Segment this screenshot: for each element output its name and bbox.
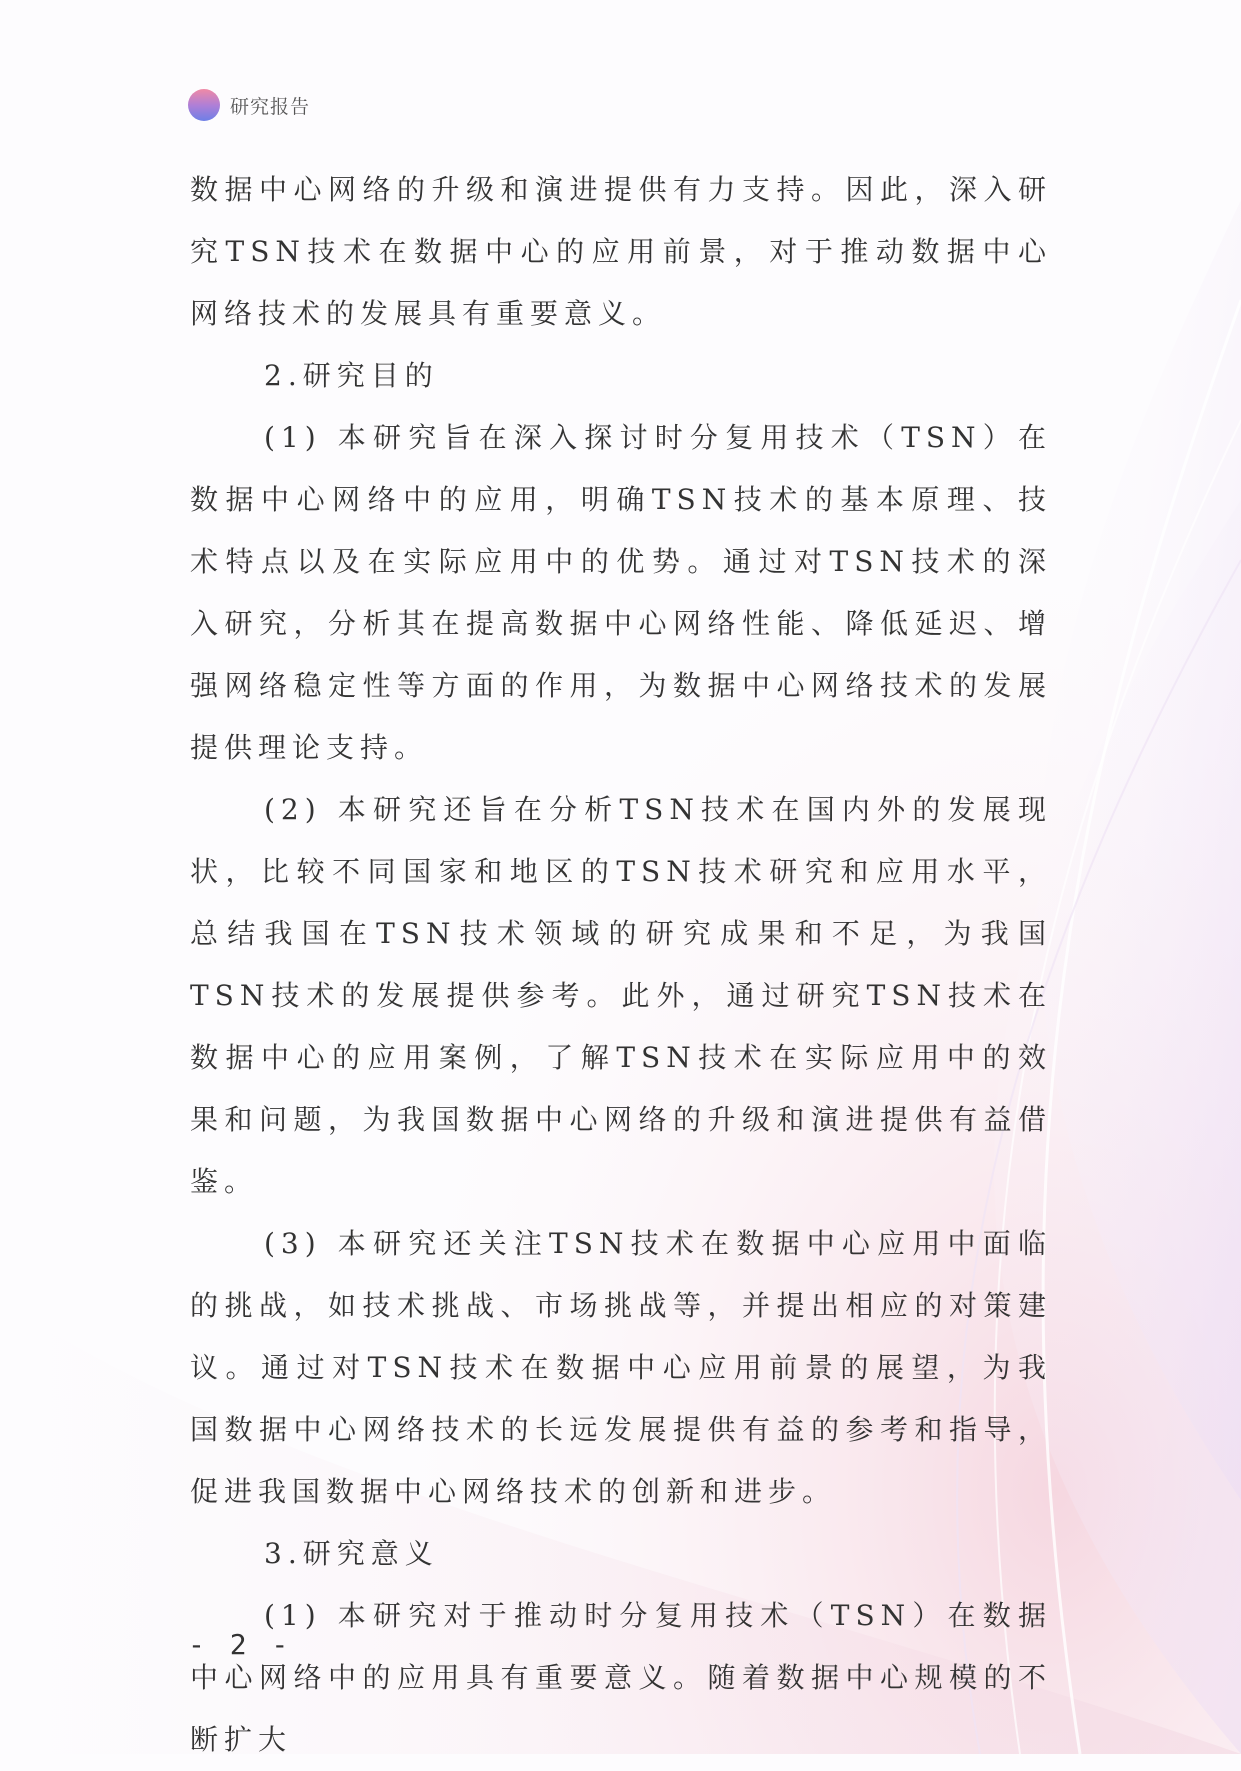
paragraph-intro-continued: 数据中心网络的升级和演进提供有力支持。因此，深入研究TSN技术在数据中心的应用前景，对于推动数据中心网络技术的发展具有重要意义。 [190,173,1052,330]
section-heading-research-significance: 3.研究意义 [264,1537,439,1570]
report-header-label: 研究报告 [230,95,311,118]
page-number: - 2 - [188,1628,293,1661]
paragraph-purpose-3: (3) 本研究还关注TSN技术在数据中心应用中面临的挑战，如技术挑战、市场挑战等，并提出相应的对策建议。通过对TSN技术在数据中心应用前景的展望，为我国数据中心网络技术的长远发展提供有益的参考和指导，促进我国数据中心网络技术的创新和进步。 [190,1227,1052,1508]
paragraph-purpose-2: (2) 本研究还旨在分析TSN技术在国内外的发展现状，比较不同国家和地区的TSN技术研究和应用水平，总结我国在TSN技术领域的研究成果和不足，为我国TSN技术的发展提供参考。此外，通过研究TSN技术在数据中心的应用案例，了解TSN技术在实际应用中的效果和问题，为我国数据中心网络的升级和演进提供有益借鉴。 [190,793,1052,1198]
document-body [190,159,1052,1771]
logo-circle-icon [188,89,220,121]
paragraph-significance-1: (1) 本研究对于推动时分复用技术（TSN）在数据中心网络中的应用具有重要意义。随着数据中心规模的不断扩大 [190,1599,1052,1756]
report-header [188,88,310,122]
section-heading-research-purpose: 2.研究目的 [264,359,439,392]
paragraph-purpose-1: (1) 本研究旨在深入探讨时分复用技术（TSN）在数据中心网络中的应用，明确TSN技术的基本原理、技术特点以及在实际应用中的优势。通过对TSN技术的深入研究，分析其在提高数据中心网络性能、降低延迟、增强网络稳定性等方面的作用，为数据中心网络技术的发展提供理论支持。 [190,421,1052,764]
